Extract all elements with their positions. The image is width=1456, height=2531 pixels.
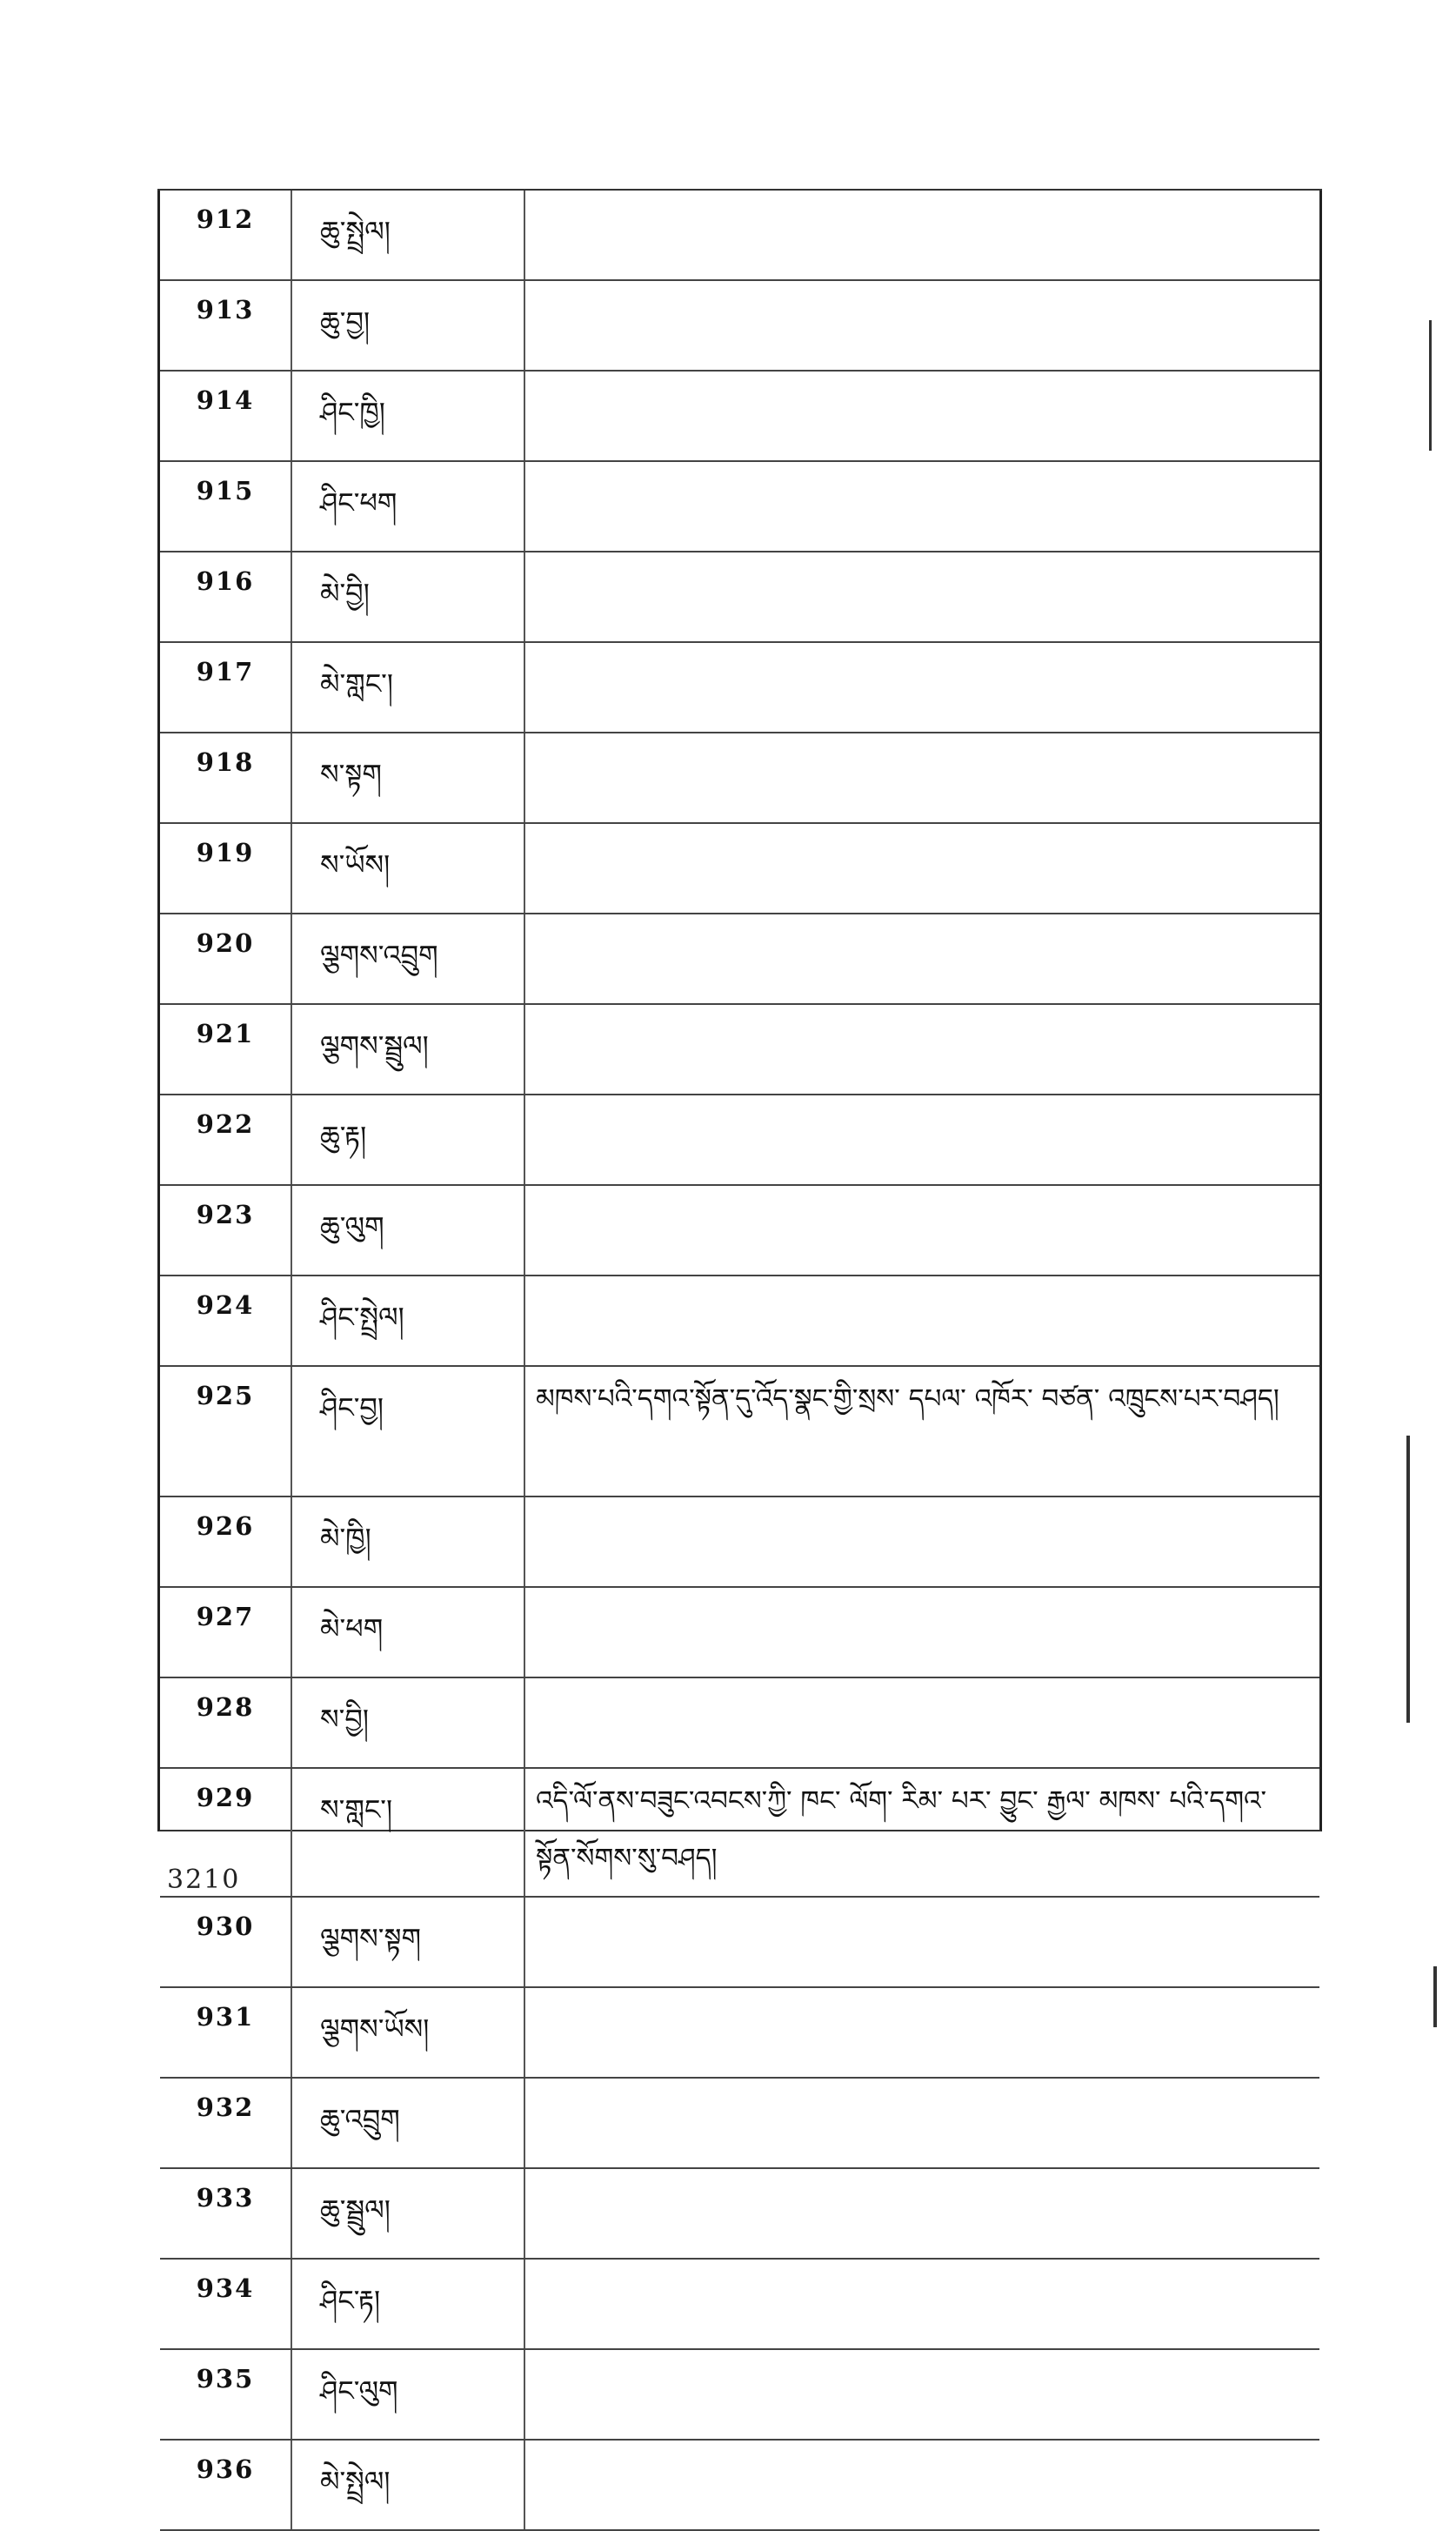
- row-description: [524, 552, 1319, 642]
- table-row: [160, 371, 1319, 461]
- row-term: ས་གླང་།: [291, 1768, 524, 1897]
- row-term: ཤིང་ཕག: [291, 461, 524, 552]
- table-row: [160, 2349, 1319, 2440]
- table-row: [160, 2259, 1319, 2349]
- table-row: [160, 191, 1319, 280]
- table-row: [160, 461, 1319, 552]
- row-term: ཤིང་ལུག: [291, 2349, 524, 2440]
- row-term: ཤིང་སྤྲེལ།: [291, 1276, 524, 1366]
- row-description: [524, 371, 1319, 461]
- page-number: 3210: [167, 1865, 241, 1895]
- row-number: 933: [160, 2168, 291, 2259]
- table-row: [160, 823, 1319, 914]
- row-number: 926: [160, 1497, 291, 1587]
- row-term: ལྕགས་སྦྲུལ།: [291, 1004, 524, 1095]
- row-description: [524, 2349, 1319, 2440]
- row-number: 912: [160, 191, 291, 280]
- row-description: [524, 461, 1319, 552]
- row-number: 924: [160, 1276, 291, 1366]
- table-row: [160, 1768, 1319, 1897]
- row-number: 923: [160, 1185, 291, 1276]
- row-term: ཆུ་རྟ།: [291, 1095, 524, 1185]
- row-term: ས་སྟག: [291, 733, 524, 823]
- row-description: [524, 642, 1319, 733]
- row-description: [524, 1004, 1319, 1095]
- table-row: [160, 914, 1319, 1004]
- row-term: ཤིང་རྟ།: [291, 2259, 524, 2349]
- row-number: 930: [160, 1897, 291, 1987]
- row-number: 932: [160, 2078, 291, 2168]
- row-description: [524, 2259, 1319, 2349]
- row-number: 915: [160, 461, 291, 552]
- row-number: 922: [160, 1095, 291, 1185]
- row-description: [524, 2078, 1319, 2168]
- row-description: [524, 1185, 1319, 1276]
- table-row: [160, 2440, 1319, 2530]
- row-description: [524, 2440, 1319, 2530]
- table-row: [160, 733, 1319, 823]
- table-row: [160, 1276, 1319, 1366]
- row-term: ས་ཡོས།: [291, 823, 524, 914]
- row-description: [524, 823, 1319, 914]
- row-description: [524, 1987, 1319, 2078]
- row-number: 920: [160, 914, 291, 1004]
- row-number: 917: [160, 642, 291, 733]
- row-number: 934: [160, 2259, 291, 2349]
- table-row: [160, 1587, 1319, 1677]
- row-description: [524, 1677, 1319, 1768]
- row-number: 928: [160, 1677, 291, 1768]
- row-term: ལྕགས་སྟག: [291, 1897, 524, 1987]
- scan-edge-mark: [1406, 1436, 1410, 1723]
- row-term: ཆུ་བྱ།: [291, 280, 524, 371]
- table-row: [160, 2078, 1319, 2168]
- row-number: 925: [160, 1366, 291, 1497]
- row-term: མེ་བྱི།: [291, 552, 524, 642]
- row-number: 918: [160, 733, 291, 823]
- row-term: ལྕགས་ཡོས།: [291, 1987, 524, 2078]
- table-row: [160, 1004, 1319, 1095]
- table-row: [160, 1677, 1319, 1768]
- row-number: 927: [160, 1587, 291, 1677]
- row-description: མཁས་པའི་དགའ་སྟོན་དུ་འོད་སྣང་གྱི་སྲས་ དཔལ་ འཁོར་ བཙན་ འཁྲུངས་པར་བཤད།: [524, 1366, 1319, 1497]
- row-term: ཆུ་ལུག: [291, 1185, 524, 1276]
- table-row: [160, 552, 1319, 642]
- row-number: 916: [160, 552, 291, 642]
- row-term: མེ་ཕག: [291, 1587, 524, 1677]
- row-number: 931: [160, 1987, 291, 2078]
- row-description: [524, 1587, 1319, 1677]
- table-row: [160, 280, 1319, 371]
- row-description: [524, 191, 1319, 280]
- row-term: མེ་སྤྲེལ།: [291, 2440, 524, 2530]
- row-description: [524, 2168, 1319, 2259]
- row-term: ཤིང་ཁྱི།: [291, 371, 524, 461]
- row-number: 919: [160, 823, 291, 914]
- row-description: [524, 733, 1319, 823]
- row-number: 914: [160, 371, 291, 461]
- row-term: མེ་ཁྱི།: [291, 1497, 524, 1587]
- row-term: ལྕགས་འབྲུག: [291, 914, 524, 1004]
- table-row: [160, 642, 1319, 733]
- row-description: [524, 1897, 1319, 1987]
- year-table: [160, 191, 1319, 2531]
- row-description: [524, 1095, 1319, 1185]
- table-row: [160, 1987, 1319, 2078]
- table-row: [160, 1095, 1319, 1185]
- row-term: ཆུ་འབྲུག: [291, 2078, 524, 2168]
- row-number: 935: [160, 2349, 291, 2440]
- table-row: [160, 2168, 1319, 2259]
- row-description: [524, 1276, 1319, 1366]
- table-row: [160, 1497, 1319, 1587]
- row-description: [524, 1497, 1319, 1587]
- scan-edge-mark: [1429, 320, 1432, 451]
- row-term: ཤིང་བྱ།: [291, 1366, 524, 1497]
- row-number: 921: [160, 1004, 291, 1095]
- table-row: [160, 1366, 1319, 1497]
- row-description: འདི་ལོ་ནས་བཟུང་འབངས་ཀྱི་ ཁང་ ལོག་ རིམ་ པར་ བྱུང་ རྒྱལ་ མཁས་ པའི་དགའ་སྟོན་སོགས་སུ་བཤད།: [524, 1768, 1319, 1897]
- row-term: ས་བྱི།: [291, 1677, 524, 1768]
- scan-edge-mark: [1433, 1966, 1437, 2027]
- row-number: 929: [160, 1768, 291, 1897]
- row-term: མེ་གླང་།: [291, 642, 524, 733]
- table-row: [160, 1185, 1319, 1276]
- row-number: 913: [160, 280, 291, 371]
- row-term: ཆུ་སྦྲུལ།: [291, 2168, 524, 2259]
- row-description: [524, 280, 1319, 371]
- table-row: [160, 1897, 1319, 1987]
- row-term: ཆུ་སྤྲེལ།: [291, 191, 524, 280]
- row-description: [524, 914, 1319, 1004]
- row-number: 936: [160, 2440, 291, 2530]
